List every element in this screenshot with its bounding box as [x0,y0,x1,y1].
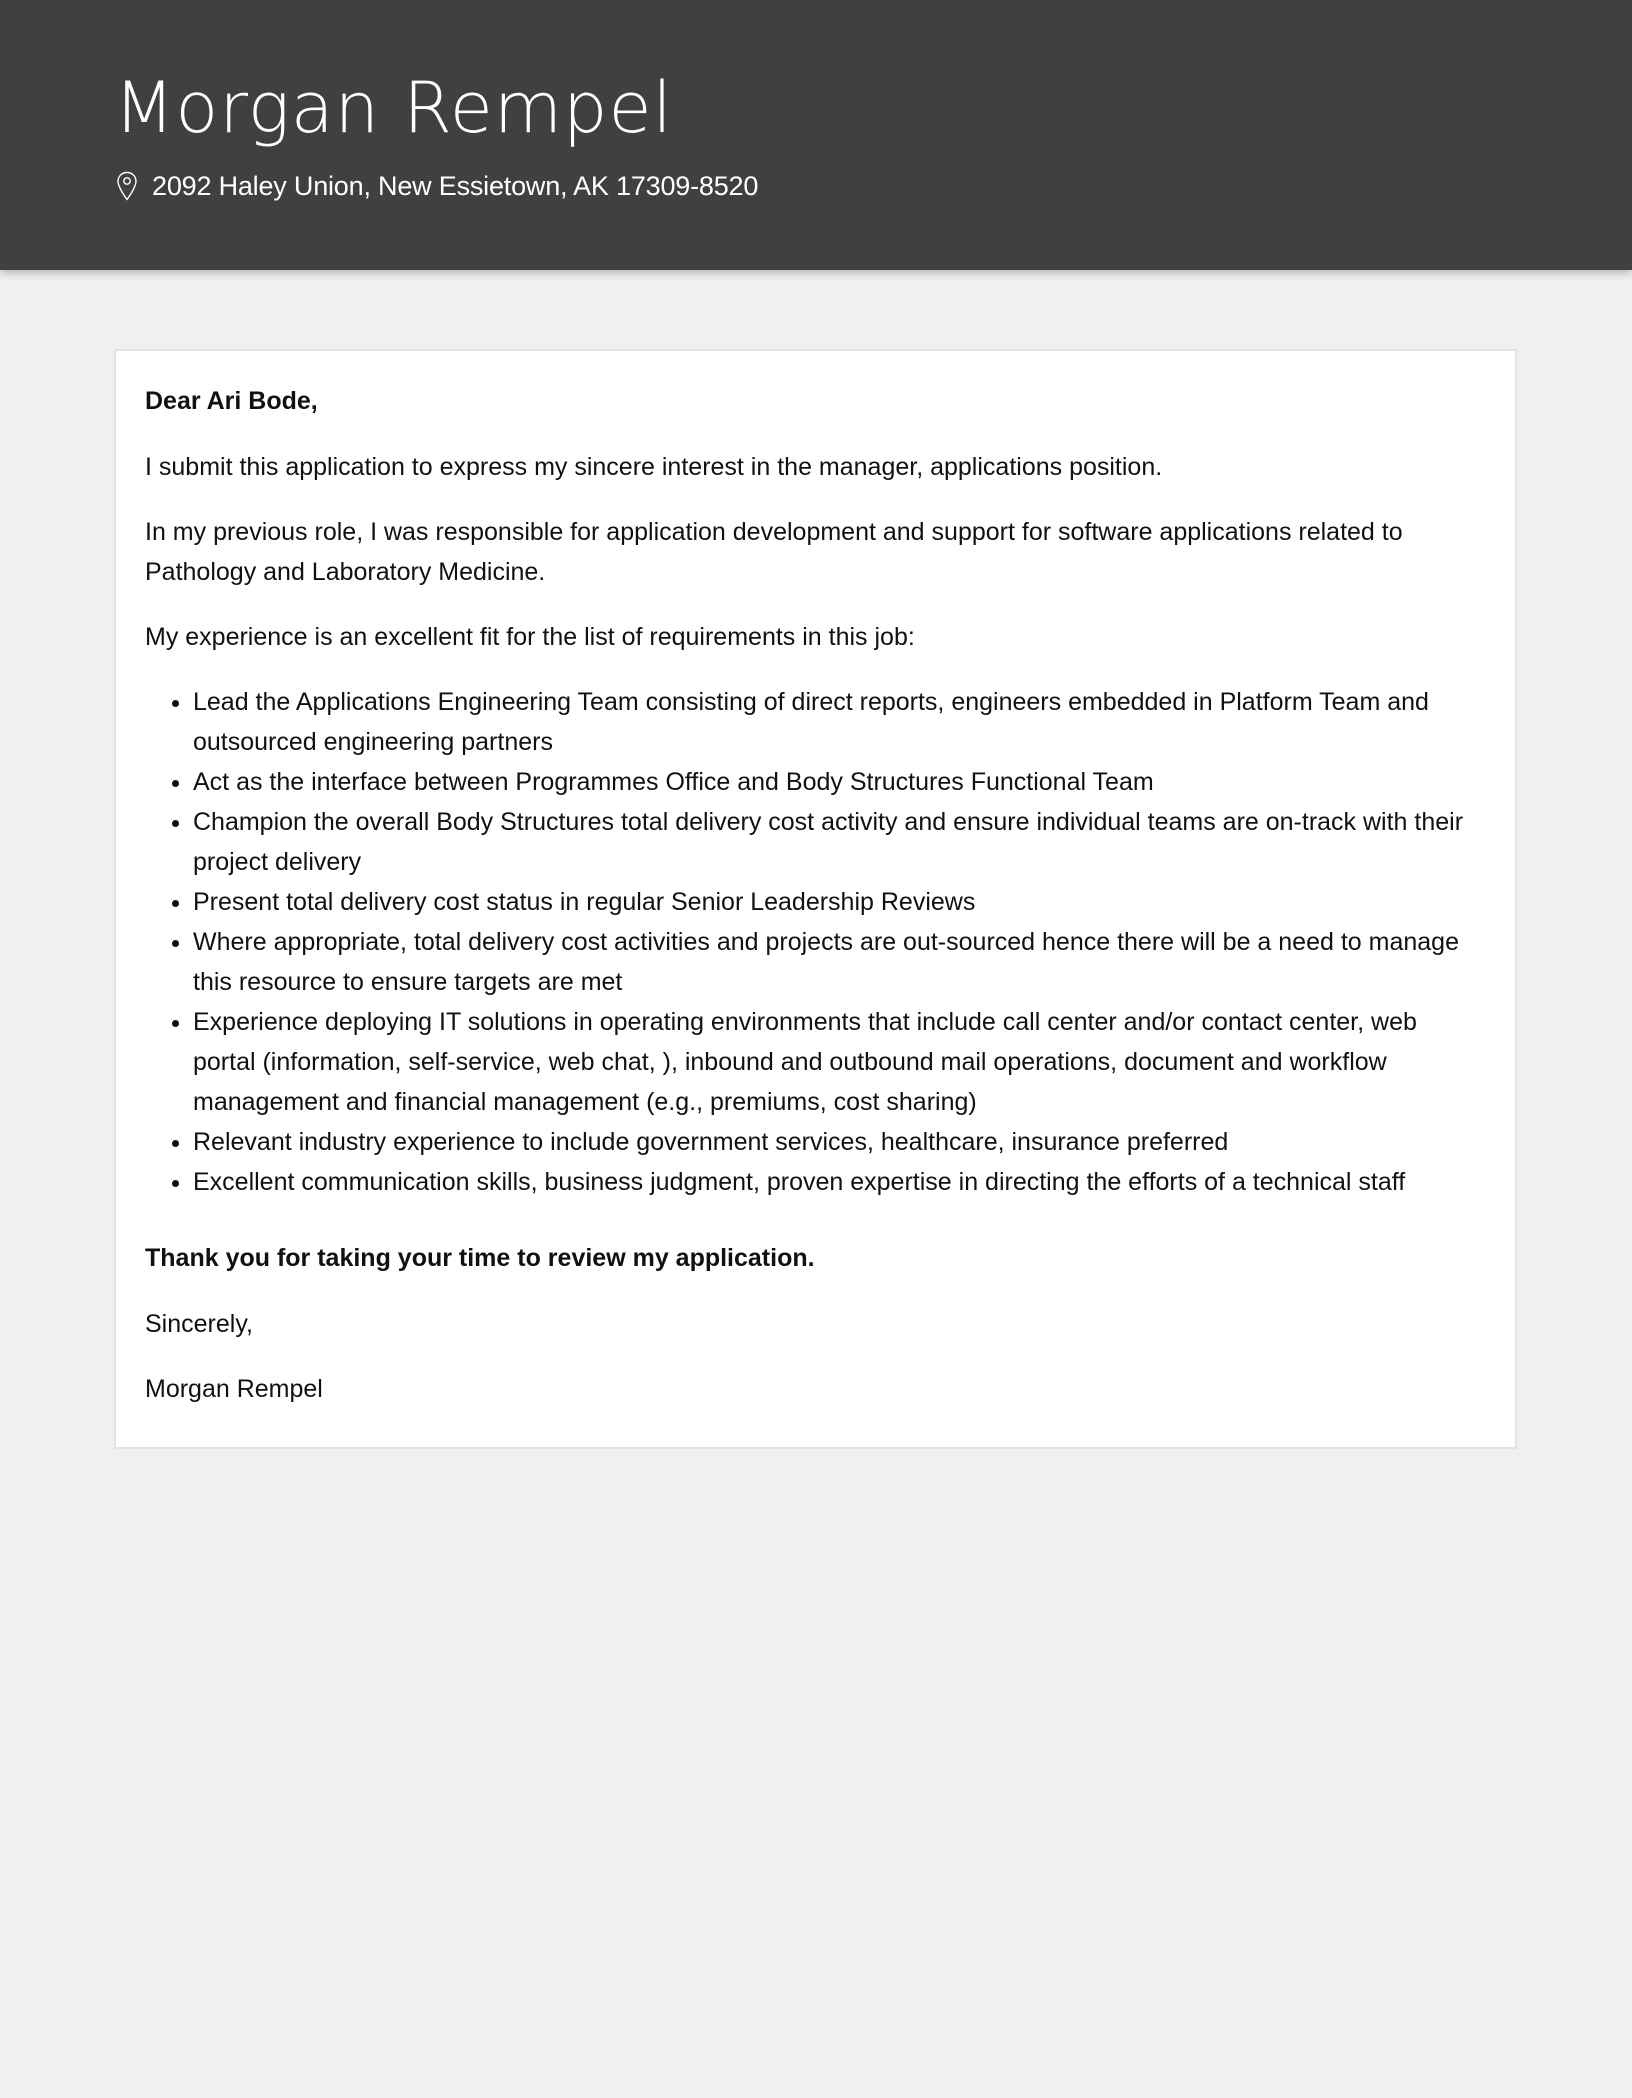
requirement-item: • Where appropriate, total delivery cost activities and projects are out-sourced hence there will be a need to manage this resource to ensure targets are met [193,922,1486,1002]
requirements-list [145,682,1486,1202]
requirement-item: • Experience deploying IT solutions in operating environments that include call center and/or contact center, web portal (information, self-service, web chat, ), inbound and outbound mail operations, document and workflow management and financial management (e.g., premiums, cost sharing) [193,1002,1486,1122]
requirement-item: • Excellent communication skills, business judgment, proven expertise in directing the efforts of a technical staff [193,1162,1486,1202]
signature: Morgan Rempel [145,1375,323,1403]
intro-paragraph: I submit this application to express my sincere interest in the manager, applications position. [145,453,1163,481]
page-header [0,0,1632,270]
address-row [116,166,758,206]
requirement-item: • Lead the Applications Engineering Team consisting of direct reports, engineers embedded in Platform Team and outsourced engineering partners [193,682,1486,762]
requirements-lead-paragraph: My experience is an excellent fit for the list of requirements in this job: [145,623,915,651]
signoff: Sincerely, [145,1310,253,1338]
cover-letter-card [114,349,1517,1449]
requirement-item: • Act as the interface between Programmes Office and Body Structures Functional Team [193,762,1486,802]
salutation: Dear Ari Bode, [145,387,318,415]
address-text: 2092 Haley Union, New Essietown, AK 17309-8520 [152,170,759,201]
experience-paragraph: In my previous role, I was responsible for application development and support for software applications related to Pathology and Laboratory Medicine. [145,518,1403,586]
requirement-item: • Champion the overall Body Structures total delivery cost activity and ensure individual teams are on-track with their project delivery [193,802,1486,882]
requirement-item: • Relevant industry experience to include government services, healthcare, insurance preferred [193,1122,1486,1162]
closing-line: Thank you for taking your time to review my application. [145,1244,815,1272]
map-pin-icon [116,171,138,201]
requirement-item: • Present total delivery cost status in regular Senior Leadership Reviews [193,882,1486,922]
applicant-name: Morgan Rempel [114,67,673,149]
